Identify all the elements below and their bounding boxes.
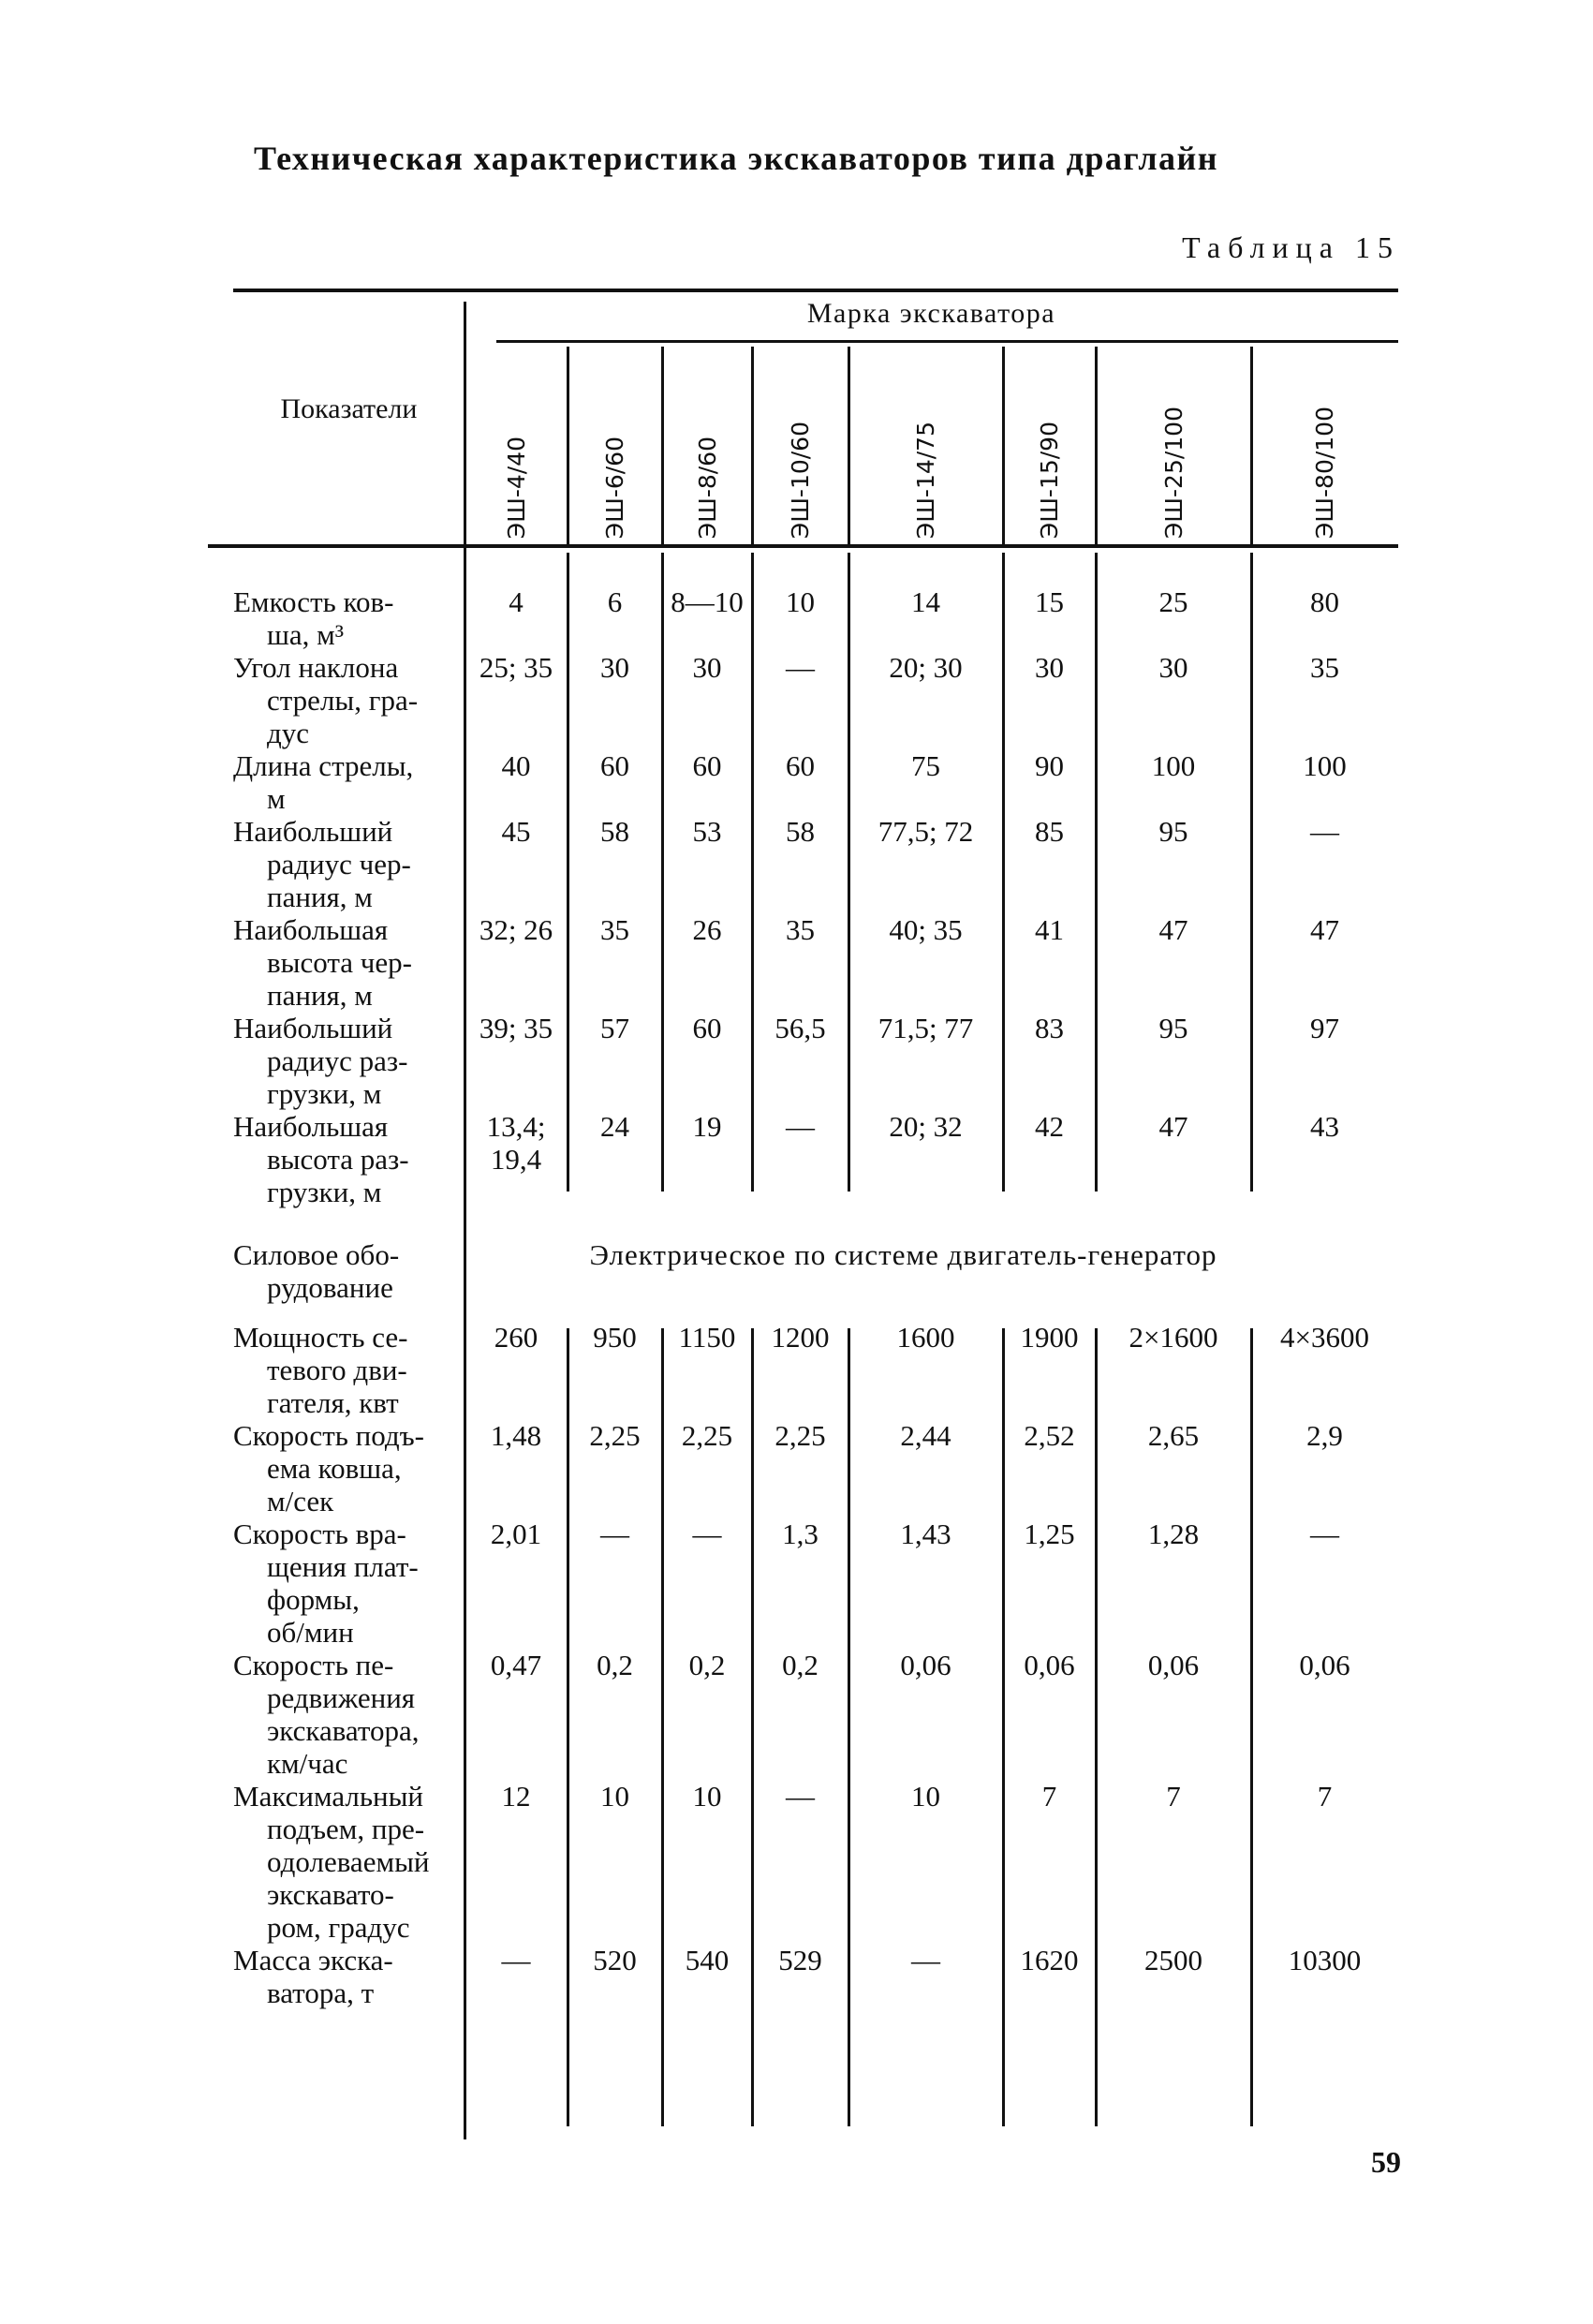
row-label: Скорость подъ- ема ковша, м/сек — [233, 1419, 424, 1517]
cell-value: 1900 — [1020, 1321, 1079, 1354]
table-row — [233, 651, 1398, 749]
cell-value: 30 — [600, 651, 629, 684]
column-divider — [751, 347, 754, 545]
model-label: ЭШ-6/60 — [601, 436, 628, 539]
model-header — [662, 347, 752, 539]
cell-value: 60 — [692, 749, 722, 782]
model-header — [1003, 347, 1096, 539]
cell-value: 7 — [1041, 1780, 1057, 1813]
cell-value: — — [1310, 1517, 1339, 1550]
cell-value: 10 — [600, 1780, 629, 1813]
cell-value: 75 — [911, 749, 940, 782]
cell-value: 24 — [600, 1110, 629, 1143]
cell-value: 8—10 — [671, 585, 744, 618]
table-number: Таблица 15 — [1182, 230, 1400, 264]
cell-value: 53 — [692, 815, 722, 848]
cell-value: 60 — [692, 1012, 722, 1044]
cell-value: 10 — [692, 1780, 722, 1813]
cell-value: — — [1310, 815, 1339, 848]
cell-value: 100 — [1151, 749, 1196, 782]
cell-value: — — [786, 1780, 815, 1813]
row-label: Длина стрелы, м — [233, 749, 414, 815]
cell-value: 40; 35 — [889, 913, 963, 946]
row-label: Наибольший радиус раз- грузки, м — [233, 1012, 408, 1110]
column-divider — [1095, 347, 1098, 545]
cell-value: 520 — [593, 1944, 637, 1976]
cell-value: 20; 30 — [889, 651, 963, 684]
cell-value: 0,47 — [490, 1649, 542, 1681]
cell-value: 0,2 — [597, 1649, 633, 1681]
table-row — [233, 1944, 1398, 2009]
row-label: Наибольшая высота раз- грузки, м — [233, 1110, 409, 1208]
table-top-rule — [233, 289, 1398, 292]
row-label: Наибольшая высота чер- пания, м — [233, 913, 412, 1012]
table-row — [233, 913, 1398, 1012]
cell-value: 2,25 — [681, 1419, 733, 1452]
cell-value: 80 — [1310, 585, 1339, 618]
table-row — [233, 1649, 1398, 1780]
cell-value: 1,48 — [490, 1419, 542, 1452]
cell-value: 2,25 — [774, 1419, 826, 1452]
cell-value: 47 — [1158, 913, 1188, 946]
table-body-bottom — [233, 1321, 1398, 2009]
cell-value: 45 — [501, 815, 531, 848]
cell-value: 30 — [1035, 651, 1064, 684]
cell-value: 26 — [692, 913, 722, 946]
cell-value: 95 — [1158, 1012, 1188, 1044]
cell-value: 60 — [600, 749, 629, 782]
cell-value: 1,43 — [900, 1517, 951, 1550]
cell-value: 25 — [1158, 585, 1188, 618]
cell-value: 12 — [501, 1780, 531, 1813]
cell-value: 10 — [786, 585, 815, 618]
cell-value: 0,06 — [1147, 1649, 1200, 1681]
cell-value: 6 — [607, 585, 623, 618]
cell-value: 4×3600 — [1280, 1321, 1369, 1354]
cell-value: — — [786, 1110, 815, 1143]
cell-value: — — [692, 1517, 722, 1550]
cell-value: 529 — [778, 1944, 822, 1976]
cell-value: 10 — [911, 1780, 940, 1813]
cell-value: 30 — [1158, 651, 1188, 684]
cell-value: 0,06 — [1299, 1649, 1350, 1681]
table-row — [233, 1517, 1398, 1649]
cell-value: — — [501, 1944, 531, 1976]
cell-value: 90 — [1035, 749, 1064, 782]
column-divider — [567, 347, 569, 545]
cell-value: 25; 35 — [479, 651, 553, 684]
cell-value: 0,2 — [688, 1649, 726, 1681]
cell-value: — — [600, 1517, 629, 1550]
group-header-rule — [496, 340, 1398, 343]
row-label: Скорость пе- редвижения экскаватора, км/час — [233, 1649, 420, 1780]
cell-value: 7 — [1317, 1780, 1333, 1813]
column-divider — [848, 347, 850, 545]
cell-value: 2,01 — [490, 1517, 542, 1550]
cell-value: 540 — [685, 1944, 730, 1976]
table-row — [233, 1780, 1398, 1944]
cell-value: 43 — [1310, 1110, 1339, 1143]
column-divider — [1002, 347, 1005, 545]
model-header — [752, 347, 848, 539]
table-row — [233, 1110, 1398, 1208]
model-label: ЭШ-80/100 — [1311, 406, 1338, 539]
cell-value: 60 — [786, 749, 815, 782]
row-label: Максимальный подъем, пре- одолеваемый экскавато- ром, градус — [233, 1780, 430, 1944]
cell-value: 35 — [1310, 651, 1339, 684]
cell-value: 15 — [1035, 585, 1064, 618]
cell-value: 1150 — [678, 1321, 736, 1354]
cell-value: 2,65 — [1147, 1419, 1200, 1452]
row-label: Масса экска- ватора, т — [233, 1944, 393, 2009]
cell-value: 40 — [501, 749, 531, 782]
model-label: ЭШ-8/60 — [693, 436, 721, 539]
model-label: ЭШ-15/90 — [1036, 421, 1063, 539]
table-row — [233, 1012, 1398, 1110]
table-row — [233, 815, 1398, 913]
row-label: Емкость ков- ша, м³ — [233, 585, 394, 651]
cell-value: 85 — [1035, 815, 1064, 848]
cell-value: 57 — [600, 1012, 629, 1044]
cell-value: 35 — [600, 913, 629, 946]
cell-value: 950 — [593, 1321, 637, 1354]
cell-value: 95 — [1158, 815, 1188, 848]
cell-value: 4 — [509, 585, 524, 618]
page-title: Техническая характеристика экскаваторов типа драглайн — [254, 140, 1219, 177]
cell-value: 2×1600 — [1128, 1321, 1218, 1354]
cell-value: 1,28 — [1147, 1517, 1200, 1550]
cell-value: 71,5; 77 — [878, 1012, 974, 1044]
cell-value: 47 — [1310, 913, 1339, 946]
model-label: ЭШ-10/60 — [787, 421, 814, 539]
cell-value: 41 — [1035, 913, 1064, 946]
table-row — [233, 1321, 1398, 1419]
page-number: 59 — [1371, 2145, 1401, 2179]
cell-value: 47 — [1158, 1110, 1188, 1143]
cell-value: 58 — [600, 815, 629, 848]
cell-value: 0,2 — [782, 1649, 819, 1681]
cell-value: 83 — [1035, 1012, 1064, 1044]
cell-value: 1200 — [771, 1321, 830, 1354]
row-label: Скорость вра- щения плат- формы, об/мин — [233, 1517, 419, 1649]
header-bottom-rule — [208, 544, 1398, 548]
cell-value: 1620 — [1020, 1944, 1079, 1976]
cell-value: 2500 — [1144, 1944, 1202, 1976]
model-header — [1096, 347, 1251, 539]
cell-value: 97 — [1310, 1012, 1339, 1044]
model-label: ЭШ-14/75 — [912, 421, 939, 539]
column-divider — [1250, 347, 1253, 545]
model-label: ЭШ-25/100 — [1159, 406, 1187, 539]
table-body-top — [233, 585, 1398, 1208]
cell-value: 56,5 — [774, 1012, 826, 1044]
cell-value: 0,06 — [1024, 1649, 1075, 1681]
cell-value: 14 — [911, 585, 940, 618]
cell-value: 100 — [1303, 749, 1347, 782]
row-label: Наибольший радиус чер- пания, м — [233, 815, 411, 913]
row-label: Мощность се- тевого дви- гателя, квт — [233, 1321, 408, 1419]
cell-value: 1,25 — [1024, 1517, 1075, 1550]
cell-value: 35 — [786, 913, 815, 946]
row-label: Силовое обо- рудование — [233, 1238, 400, 1304]
cell-value: 2,44 — [900, 1419, 951, 1452]
cell-value: 32; 26 — [479, 913, 553, 946]
table-row — [233, 749, 1398, 815]
model-header — [848, 347, 1003, 539]
cell-value: 1,3 — [782, 1517, 819, 1550]
cell-value: — — [786, 651, 815, 684]
cell-value: 2,25 — [589, 1419, 641, 1452]
cell-value: 2,9 — [1306, 1419, 1343, 1452]
cell-value: — — [911, 1944, 940, 1976]
model-group-header: Марка экскаватора — [806, 298, 1056, 329]
power-row — [233, 1238, 1398, 1304]
model-header — [1251, 347, 1398, 539]
cell-value: 19 — [692, 1110, 722, 1143]
cell-value: 1600 — [896, 1321, 955, 1354]
cell-value: 260 — [494, 1321, 538, 1354]
cell-value: 20; 32 — [889, 1110, 963, 1143]
cell-value: 39; 35 — [479, 1012, 553, 1044]
cell-value: 77,5; 72 — [878, 815, 974, 848]
model-header — [568, 347, 662, 539]
cell-value: 7 — [1166, 1780, 1181, 1813]
cell-value: 30 — [692, 651, 722, 684]
power-value: Электрическое по системе двигатель-генератор — [589, 1238, 1217, 1271]
model-label: ЭШ-4/40 — [502, 436, 530, 539]
cell-value: 2,52 — [1024, 1419, 1075, 1452]
model-header — [465, 347, 568, 539]
cell-value: 42 — [1035, 1110, 1064, 1143]
cell-value: 10300 — [1288, 1944, 1362, 1976]
column-divider — [661, 347, 664, 545]
indicators-header: Показатели — [280, 393, 418, 424]
cell-value: 13,4; 19,4 — [486, 1110, 546, 1176]
row-label: Угол наклона стрелы, гра- дус — [233, 651, 419, 749]
table-row — [233, 1419, 1398, 1517]
cell-value: 0,06 — [900, 1649, 951, 1681]
cell-value: 58 — [786, 815, 815, 848]
table-row — [233, 585, 1398, 651]
